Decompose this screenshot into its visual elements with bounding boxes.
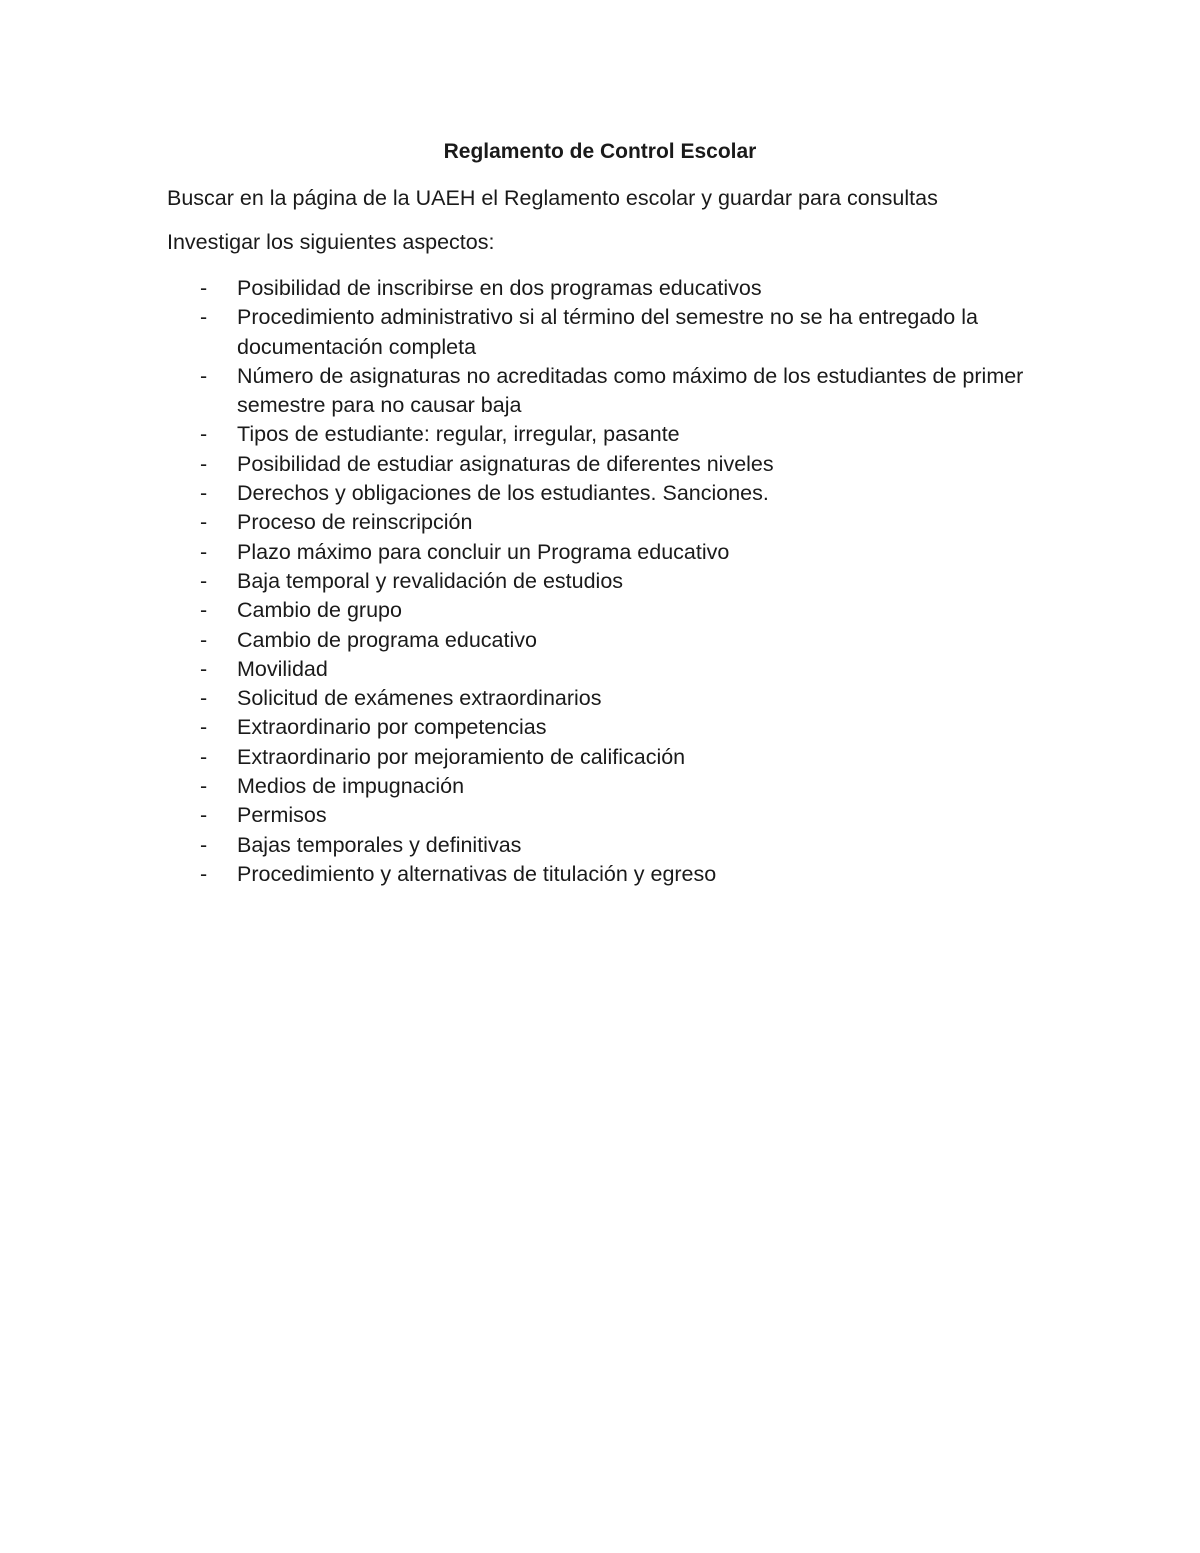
list-item-text: Permisos (237, 803, 327, 828)
dash-bullet: - (200, 451, 208, 476)
list-item-text: Derechos y obligaciones de los estudiantes. Sanciones. (237, 481, 769, 506)
dash-bullet: - (200, 539, 208, 564)
list-item-text: Extraordinario por mejoramiento de calificación (237, 744, 686, 769)
list-item (0, 274, 1042, 303)
list-item (0, 567, 1042, 596)
list-item (0, 362, 1042, 421)
list-item-text: Extraordinario por competencias (237, 715, 547, 740)
list-item-text: Proceso de reinscripción (237, 510, 473, 535)
list-item (0, 772, 1042, 801)
list-item-text: Cambio de programa educativo (237, 627, 537, 652)
dash-bullet: - (200, 305, 208, 330)
dash-bullet: - (200, 656, 208, 681)
dash-bullet: - (200, 861, 208, 886)
list-item-text: Medios de impugnación (237, 774, 465, 799)
list-item (0, 684, 1042, 713)
dash-bullet: - (200, 568, 208, 593)
list-item (0, 420, 1042, 449)
list-item (0, 479, 1042, 508)
list-item (0, 860, 1042, 889)
list-item-text: Movilidad (237, 656, 328, 681)
list-item-text: Tipos de estudiante: regular, irregular, pasante (237, 422, 680, 447)
list-item (0, 626, 1042, 655)
dash-bullet: - (200, 803, 208, 828)
list-item-text: Plazo máximo para concluir un Programa educativo (237, 539, 730, 564)
list-item-text: Número de asignaturas no acreditadas como máximo de los estudiantes de primer semestre para no causar baja (237, 363, 1024, 418)
list-item-text: Posibilidad de estudiar asignaturas de diferentes niveles (237, 451, 774, 476)
dash-bullet: - (200, 832, 208, 857)
list-item (0, 538, 1042, 567)
list-item-text: Bajas temporales y definitivas (237, 832, 522, 857)
dash-bullet: - (200, 774, 208, 799)
aspects-list (0, 274, 1042, 889)
list-item-text: Posibilidad de inscribirse en dos programas educativos (237, 276, 762, 300)
dash-bullet: - (200, 276, 208, 300)
list-item (0, 713, 1042, 742)
document-title: Reglamento de Control Escolar (443, 140, 757, 163)
dash-bullet: - (200, 422, 208, 447)
dash-bullet: - (200, 627, 208, 652)
list-item-text: Solicitud de exámenes extraordinarios (237, 686, 602, 711)
list-item (0, 508, 1042, 537)
list-item (0, 801, 1042, 830)
list-item-text: Baja temporal y revalidación de estudios (237, 568, 624, 593)
list-item (0, 596, 1042, 625)
list-item-text: Cambio de grupo (237, 598, 402, 623)
dash-bullet: - (200, 510, 208, 535)
list-item (0, 450, 1042, 479)
lead-paragraph: Investigar los siguientes aspectos: (167, 230, 495, 254)
list-item (0, 655, 1042, 684)
dash-bullet: - (200, 744, 208, 769)
dash-bullet: - (200, 481, 208, 506)
list-item-text: Procedimiento y alternativas de titulación y egreso (237, 861, 717, 886)
dash-bullet: - (200, 598, 208, 623)
intro-paragraph: Buscar en la página de la UAEH el Reglamento escolar y guardar para consultas (167, 186, 938, 210)
dash-bullet: - (200, 715, 208, 740)
list-item (0, 831, 1042, 860)
list-item-text: Procedimiento administrativo si al término del semestre no se ha entregado la documentación completa (237, 305, 978, 359)
list-item (0, 303, 1042, 362)
dash-bullet: - (200, 686, 208, 711)
list-item (0, 743, 1042, 772)
dash-bullet: - (200, 363, 208, 388)
